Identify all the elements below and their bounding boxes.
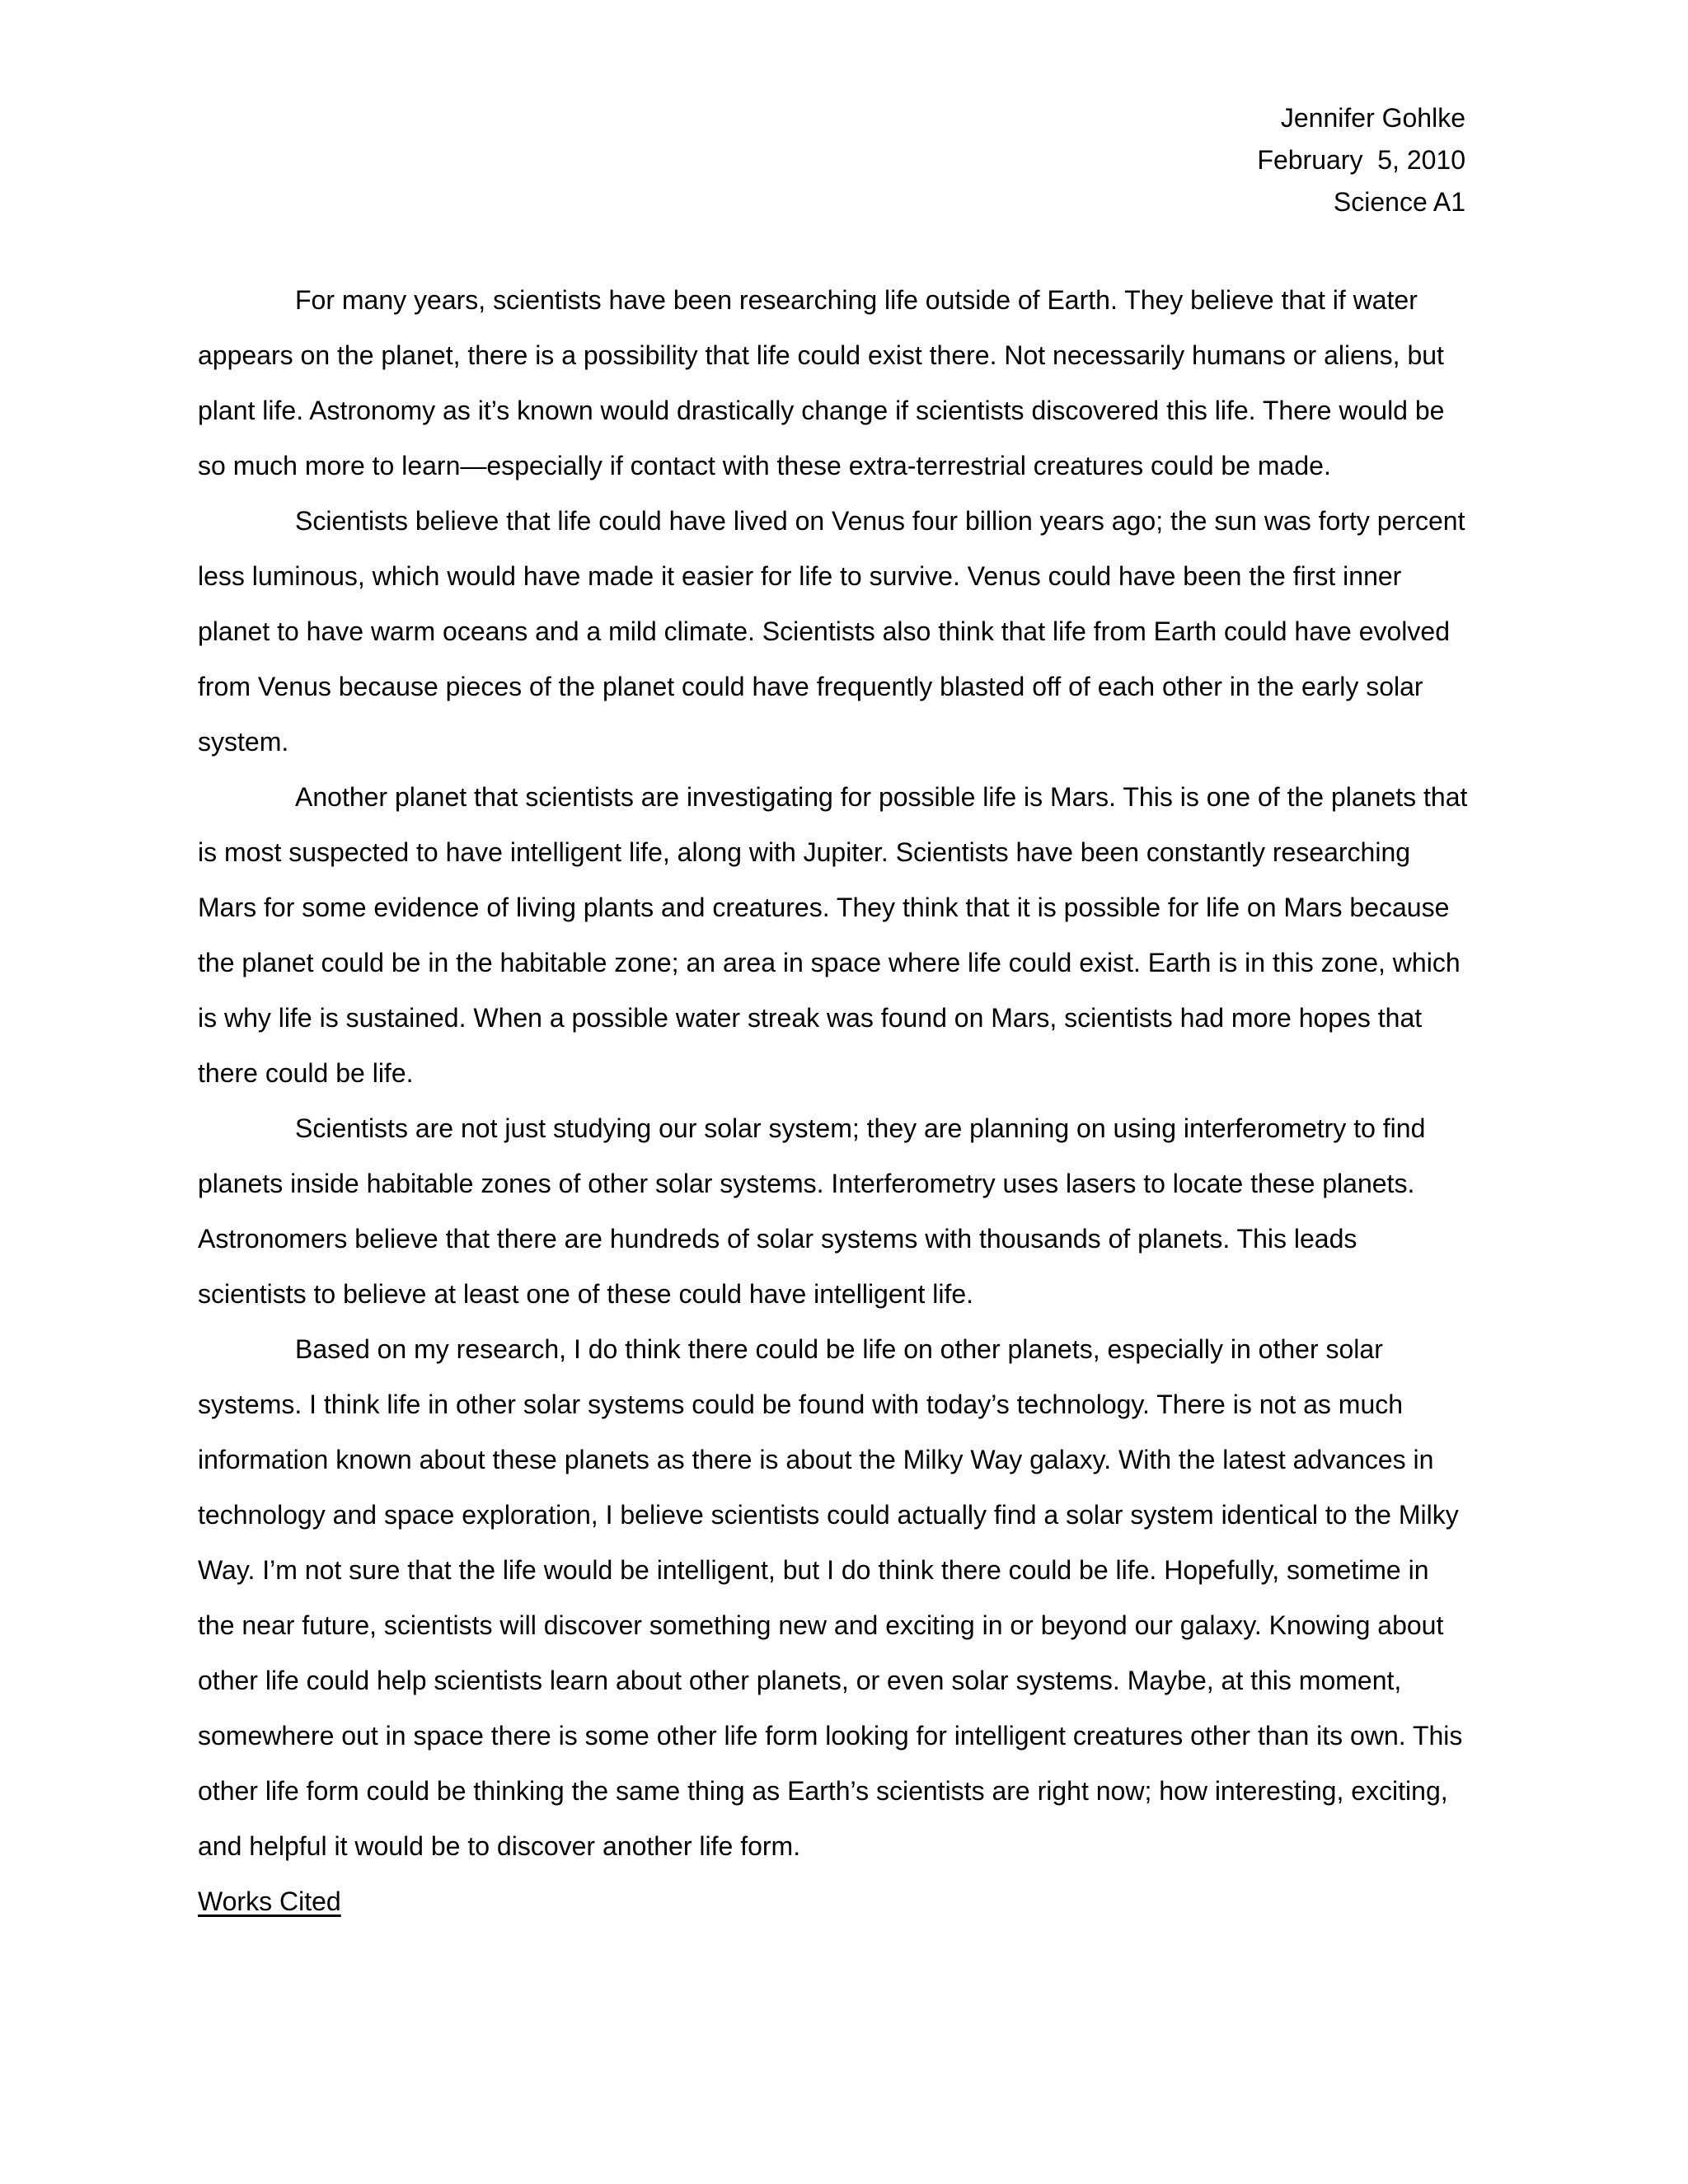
- paragraph-2: Scientists believe that life could have lived on Venus four billion years ago; the sun was forty percent less luminous, which would have made it easier for life to survive. Venus could have been the first inner planet to have warm oceans and a mild climate. Scientists also think that life from Earth could have evolved from Venus because pieces of the planet could have frequently blasted off of each other in the early solar system.: [198, 506, 1465, 757]
- paragraph-1: For many years, scientists have been researching life outside of Earth. They believe that if water appears on the planet, there is a possibility that life could exist there. Not necessarily humans or aliens, but plant life. Astronomy as it’s known would drastically change if scientists discovered this life. There would be so much more to learn—especially if contact with these extra-terrestrial creatures could be made.: [198, 285, 1445, 480]
- header-block: [1257, 97, 1465, 223]
- document-date: February 5, 2010: [1257, 145, 1465, 175]
- paragraph-5: Based on my research, I do think there could be life on other planets, especially in other solar systems. I think life in other solar systems could be found with today’s technology. There is not as much information known about these planets as there is about the Milky Way galaxy. With the latest advances in technology and space exploration, I believe scientists could actually find a solar system identical to the Milky Way. I’m not sure that the life would be intelligent, but I do think there could be life. Hopefully, sometime in the near future, scientists will discover something new and exciting in or beyond our galaxy. Knowing about other life could help scientists learn about other planets, or even solar systems. Maybe, at this moment, somewhere out in space there is some other life form looking for intelligent creatures other than its own. This other life form could be thinking the same thing as Earth’s scientists are right now; how interesting, exciting, and helpful it would be to discover another life form.: [198, 1334, 1463, 1861]
- paragraph-3: Another planet that scientists are investigating for possible life is Mars. This is one of the planets that is most suspected to have intelligent life, along with Jupiter. Scientists have been constantly researching Mars for some evidence of living plants and creatures. They think that it is possible for life on Mars because the planet could be in the habitable zone; an area in space where life could exist. Earth is in this zone, which is why life is sustained. When a possible water streak was found on Mars, scientists had more hopes that there could be life.: [198, 782, 1468, 1088]
- works-cited-heading: Works Cited: [198, 1886, 341, 1916]
- author-name: Jennifer Gohlke: [1280, 103, 1465, 133]
- essay-body: [198, 273, 1469, 1929]
- paragraph-4: Scientists are not just studying our solar system; they are planning on using interferometry to find planets inside habitable zones of other solar systems. Interferometry uses lasers to locate these planets. Astronomers believe that there are hundreds of solar systems with thousands of planets. This leads scientists to believe at least one of these could have intelligent life.: [198, 1113, 1426, 1309]
- class-name: Science A1: [1333, 187, 1465, 217]
